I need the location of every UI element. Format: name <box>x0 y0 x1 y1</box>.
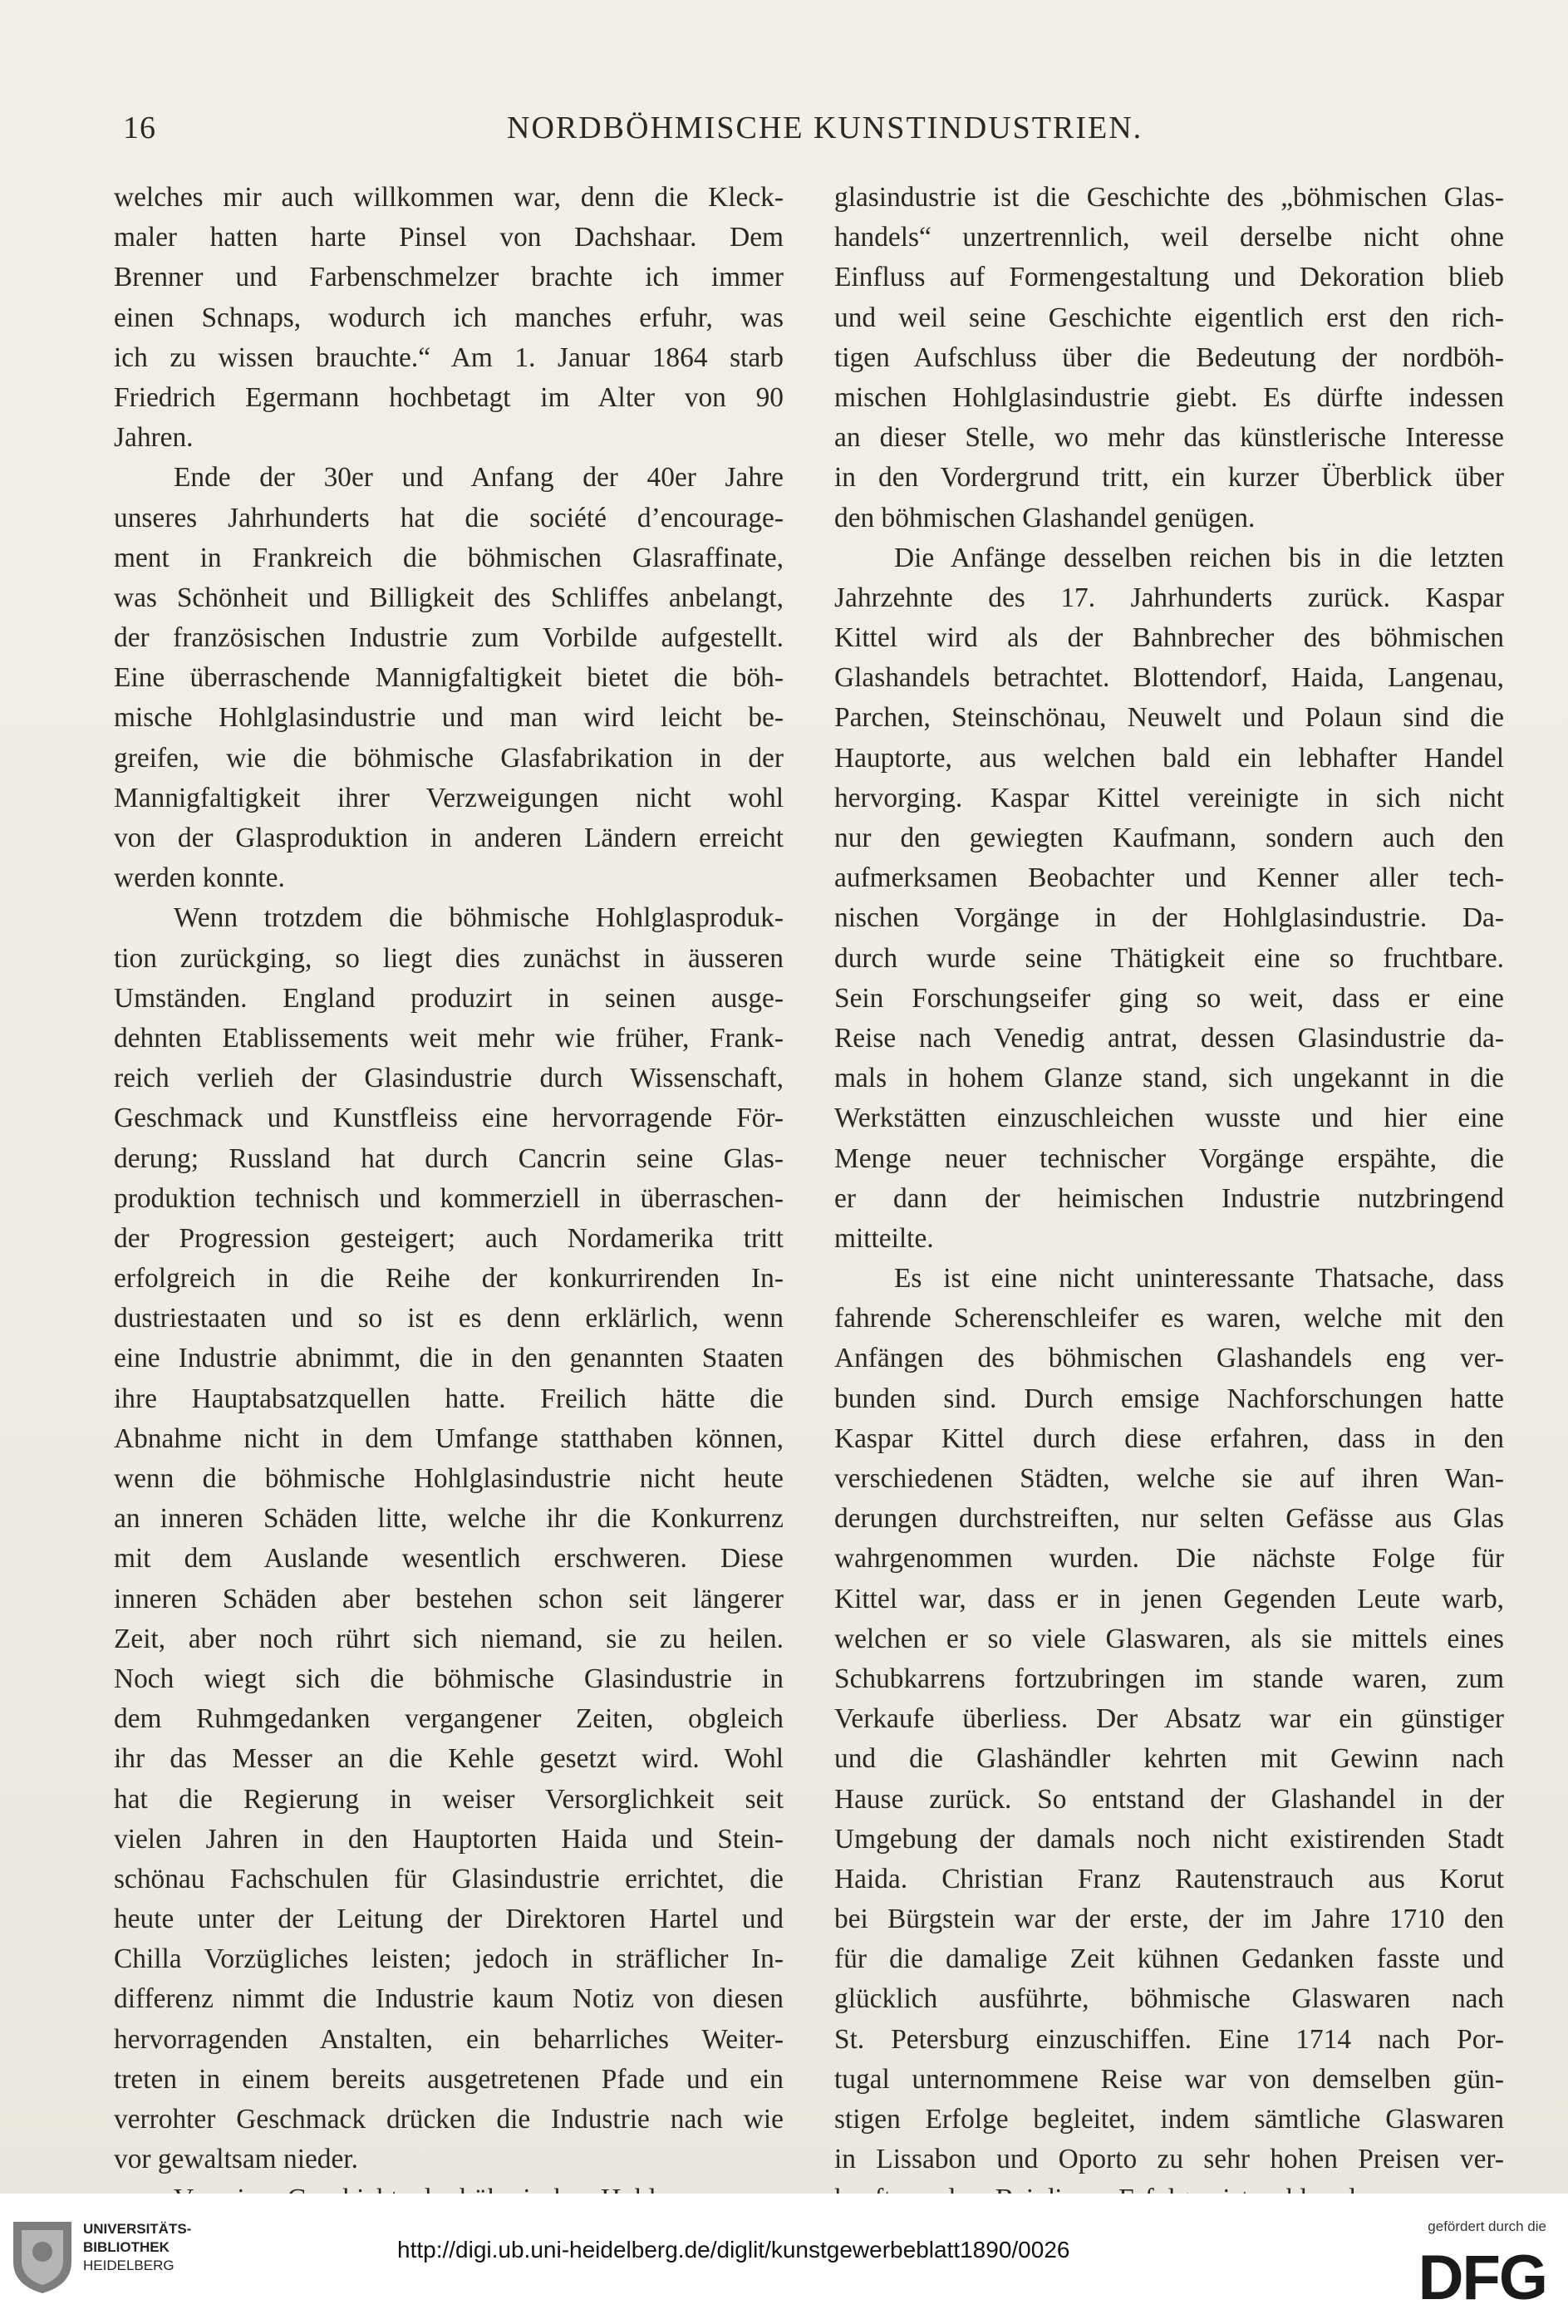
text-line: dehnten Etablissements weit mehr wie früher, Frank- <box>114 1022 784 1054</box>
text-line: er dann der heimischen Industrie nutzbringend <box>834 1182 1504 1214</box>
dfg-logo: DFG <box>1418 2243 1546 2313</box>
text-line: werden konnte. <box>114 862 285 894</box>
text-line: der Progression gesteigert; auch Nordamerika tritt <box>114 1222 784 1254</box>
text-line: heute unter der Leitung der Direktoren Hartel und <box>114 1904 784 1935</box>
text-line: Mannigfaltigkeit ihrer Verzweigungen nicht wohl <box>114 782 784 813</box>
text-line: an dieser Stelle, wo mehr das künstlerische Interesse <box>834 422 1504 454</box>
text-line: einen Schnaps, wodurch ich manches erfuhr, was <box>114 302 784 333</box>
text-line: handels“ unzertrennlich, weil derselbe nicht ohne <box>834 222 1504 253</box>
text-line: reich verlieh der Glasindustrie durch Wissenschaft, <box>114 1063 784 1094</box>
text-line: treten in einem bereits ausgetretenen Pfade und ein <box>114 2063 784 2095</box>
text-line: schönau Fachschulen für Glasindustrie errichtet, die <box>114 1863 784 1894</box>
text-line: unseres Jahrhunderts hat die société d’encourage- <box>114 502 784 533</box>
text-line: St. Petersburg einzuschiffen. Eine 1714 nach Por- <box>834 2023 1504 2055</box>
text-line: vor gewaltsam nieder. <box>114 2144 358 2175</box>
library-name-line-3: HEIDELBERG <box>83 2258 174 2273</box>
text-line: für die damalige Zeit kühnen Gedanken fasste und <box>834 1943 1504 1975</box>
text-line: mals in hohem Glanze stand, sich ungekannt in die <box>834 1063 1504 1094</box>
text-line: stigen Erfolge begleitet, indem sämtliche Glaswaren <box>834 2104 1504 2135</box>
text-line: mitteilte. <box>834 1222 934 1254</box>
text-line: fahrende Scherenschleifer es waren, welche mit den <box>834 1303 1504 1334</box>
text-line: tugal unternommene Reise war von demselben gün- <box>834 2063 1504 2095</box>
text-line: Haida. Christian Franz Rautenstrauch aus Korut <box>834 1863 1504 1894</box>
text-line: Sein Forschungseifer ging so weit, dass er eine <box>834 982 1504 1014</box>
text-line: nischen Vorgänge in der Hohlglasindustrie. Da- <box>834 902 1504 934</box>
text-line: Geschmack und Kunstfleiss eine hervorragende För- <box>114 1103 784 1134</box>
text-line: glücklich ausführte, böhmische Glaswaren nach <box>834 1983 1504 2015</box>
text-line: verschiedenen Städten, welche sie auf ihren Wan- <box>834 1463 1504 1494</box>
page-number: 16 <box>123 111 156 145</box>
text-line: Es ist eine nicht uninteressante Thatsache, dass <box>894 1263 1504 1295</box>
funded-by-label: gefördert durch die <box>1428 2218 1546 2234</box>
text-line: Abnahme nicht in dem Umfange statthaben können, <box>114 1422 784 1454</box>
text-line: bei Bürgstein war der erste, der im Jahre 1710 den <box>834 1904 1504 1935</box>
text-line: Kittel war, dass er in jenen Gegenden Leute warb, <box>834 1583 1504 1614</box>
library-footer <box>0 2194 1568 2324</box>
text-line: wahrgenommen wurden. Die nächste Folge für <box>834 1543 1504 1575</box>
text-line: in Lissabon und Oporto zu sehr hohen Preisen ver- <box>834 2144 1504 2175</box>
text-line: ment in Frankreich die böhmischen Glasraffinate, <box>114 542 784 573</box>
permalink-url[interactable]: http://digi.ub.uni-heidelberg.de/diglit/kunstgewerbeblatt1890/0026 <box>397 2237 1070 2263</box>
text-line: mische Hohlglasindustrie und man wird leicht be- <box>114 702 784 734</box>
text-line: und die Glashändler kehrten mit Gewinn nach <box>834 1743 1504 1775</box>
text-line: produktion technisch und kommerziell in überraschen- <box>114 1182 784 1214</box>
library-name <box>83 2220 191 2275</box>
text-line: Hause zurück. So entstand der Glashandel in der <box>834 1783 1504 1815</box>
text-line: dustriestaaten und so ist es denn erklärlich, wenn <box>114 1303 784 1334</box>
text-line: Die Anfänge desselben reichen bis in die letzten <box>894 542 1504 573</box>
text-line: greifen, wie die böhmische Glasfabrikation in der <box>114 742 784 774</box>
text-line: Umgebung der damals noch nicht existirenden Stadt <box>834 1823 1504 1855</box>
text-line: verrohter Geschmack drücken die Industrie nach wie <box>114 2104 784 2135</box>
text-line: Jahren. <box>114 422 194 454</box>
text-line: dem Ruhmgedanken vergangener Zeiten, obgleich <box>114 1703 784 1735</box>
library-name-line-1: UNIVERSITÄTS- <box>83 2221 192 2237</box>
text-line: eine Industrie abnimmt, die in den genannten Staaten <box>114 1343 784 1374</box>
text-line: der französischen Industrie zum Vorbilde aufgestellt. <box>114 622 784 654</box>
text-line: derung; Russland hat durch Cancrin seine Glas- <box>114 1142 784 1174</box>
text-line: Einfluss auf Formengestaltung und Dekoration blieb <box>834 262 1504 293</box>
text-line: erfolgreich in die Reihe der konkurrirenden In- <box>114 1263 784 1295</box>
text-line: maler hatten harte Pinsel von Dachshaar. Dem <box>114 222 784 253</box>
text-line: tion zurückging, so liegt dies zunächst in äusseren <box>114 942 784 974</box>
text-line: Brenner und Farbenschmelzer brachte ich immer <box>114 262 784 293</box>
text-line: hervorragenden Anstalten, ein beharrliches Weiter- <box>114 2023 784 2055</box>
text-line: in den Vordergrund tritt, ein kurzer Überblick über <box>834 462 1504 494</box>
text-line: Ende der 30er und Anfang der 40er Jahre <box>174 462 784 494</box>
text-line: ihr das Messer an die Kehle gesetzt wird. Wohl <box>114 1743 784 1775</box>
text-line: Umständen. England produzirt in seinen ausge- <box>114 982 784 1014</box>
text-line: von der Glasproduktion in anderen Ländern erreicht <box>114 823 784 853</box>
text-line: Jahrzehnte des 17. Jahrhunderts zurück. Kaspar <box>834 582 1504 613</box>
text-line: inneren Schäden aber bestehen schon seit längerer <box>114 1583 784 1614</box>
text-line: Menge neuer technischer Vorgänge erspähte, die <box>834 1142 1504 1174</box>
text-line: Zeit, aber noch rührt sich niemand, sie zu heilen. <box>114 1623 784 1654</box>
library-name-line-2: BIBLIOTHEK <box>83 2239 170 2255</box>
text-line: wenn die böhmische Hohlglasindustrie nicht heute <box>114 1463 784 1494</box>
text-line: Wenn trotzdem die böhmische Hohlglasproduk- <box>174 902 784 934</box>
running-title: NORDBÖHMISCHE KUNSTINDUSTRIEN. <box>507 111 1143 145</box>
text-line: und weil seine Geschichte eigentlich erst den rich- <box>834 302 1504 333</box>
text-line: Reise nach Venedig antrat, dessen Glasindustrie da- <box>834 1022 1504 1054</box>
text-line: Chilla Vorzügliches leisten; jedoch in sträflicher In- <box>114 1943 784 1975</box>
text-line: derungen durchstreiften, nur selten Gefässe aus Glas <box>834 1503 1504 1535</box>
text-line: Verkaufe überliess. Der Absatz war ein günstiger <box>834 1703 1504 1735</box>
text-line: Glashandels betrachtet. Blottendorf, Haida, Langenau, <box>834 662 1504 694</box>
text-line: Parchen, Steinschönau, Neuwelt und Polaun sind die <box>834 702 1504 734</box>
text-line: was Schönheit und Billigkeit des Schliffes anbelangt, <box>114 582 784 613</box>
text-line: Hauptorte, aus welchen bald ein lebhafter Handel <box>834 742 1504 774</box>
text-line: Friedrich Egermann hochbetagt im Alter von 90 <box>114 381 784 413</box>
text-line: tigen Aufschluss über die Bedeutung der nordböh- <box>834 341 1504 373</box>
text-line: welches mir auch willkommen war, denn die Kleck- <box>114 182 784 213</box>
text-line: den böhmischen Glashandel genügen. <box>834 502 1256 533</box>
text-line: Schubkarrens fortzubringen im stande waren, zum <box>834 1663 1504 1694</box>
text-line: welchen er so viele Glaswaren, als sie mittels eines <box>834 1623 1504 1654</box>
text-line: hervorging. Kaspar Kittel vereinigte in sich nicht <box>834 782 1504 813</box>
text-line: vielen Jahren in den Hauptorten Haida und Stein- <box>114 1823 784 1855</box>
left-text-column <box>114 178 784 2220</box>
text-line: Kaspar Kittel durch diese erfahren, dass in den <box>834 1422 1504 1454</box>
text-line: differenz nimmt die Industrie kaum Notiz von diesen <box>114 1983 784 2015</box>
text-line: Noch wiegt sich die böhmische Glasindustrie in <box>114 1663 784 1694</box>
text-line: hat die Regierung in weiser Versorglichkeit seit <box>114 1783 784 1815</box>
text-line: Anfängen des böhmischen Glashandels eng ver- <box>834 1343 1504 1374</box>
text-line: ihre Hauptabsatzquellen hatte. Freilich hätte die <box>114 1383 784 1414</box>
text-line: glasindustrie ist die Geschichte des „böhmischen Glas- <box>834 182 1504 213</box>
text-line: aufmerksamen Beobachter und Kenner aller tech- <box>834 862 1504 894</box>
text-line: Kittel wird als der Bahnbrecher des böhmischen <box>834 622 1504 654</box>
text-line: ich zu wissen brauchte.“ Am 1. Januar 1864 starb <box>114 341 784 373</box>
library-seal-icon <box>10 2218 75 2295</box>
text-line: nur den gewiegten Kaufmann, sondern auch den <box>834 823 1504 853</box>
text-line: mischen Hohlglasindustrie giebt. Es dürfte indessen <box>834 381 1504 413</box>
text-line: durch wurde seine Thätigkeit eine so fruchtbare. <box>834 942 1504 974</box>
right-text-column <box>834 178 1504 2220</box>
text-line: an inneren Schäden litte, welche ihr die Konkurrenz <box>114 1503 784 1535</box>
text-line: bunden sind. Durch emsige Nachforschungen hatte <box>834 1383 1504 1414</box>
text-line: mit dem Auslande wesentlich erschweren. Diese <box>114 1543 784 1575</box>
text-line: Werkstätten einzuschleichen wusste und hier eine <box>834 1103 1504 1134</box>
text-line: Eine überraschende Mannigfaltigkeit bietet die böh- <box>114 662 784 694</box>
